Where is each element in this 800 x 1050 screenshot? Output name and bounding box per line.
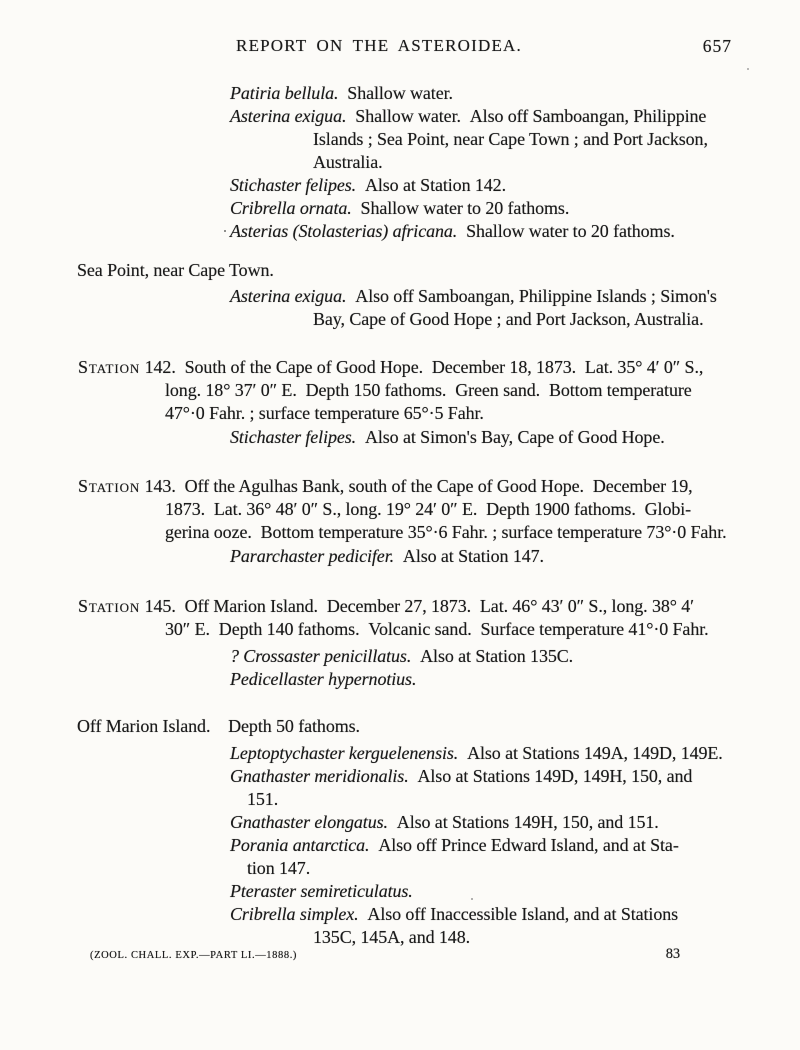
- species-name: Pararchaster pedicifer.: [230, 546, 395, 566]
- species-entry-line: [0, 285, 800, 308]
- species-entry-line: [0, 105, 800, 128]
- species-name: Stichaster felipes.: [230, 427, 357, 447]
- line-text: Shallow water.: [338, 83, 453, 103]
- line-text: Also at Station 135C.: [411, 646, 574, 666]
- line-text: Also at Simon's Bay, Cape of Good Hope.: [356, 427, 665, 447]
- line-text: 47°·0 Fahr. ; surface temperature 65°·5 Fahr.: [165, 403, 484, 423]
- line-text: Shallow water. Also off Samboangan, Philippine: [346, 106, 707, 126]
- line-text: Also off Prince Edward Island, and at Sta-: [369, 835, 679, 855]
- station-paragraph-line: [0, 618, 800, 641]
- line-text: 151.: [247, 789, 279, 809]
- scan-speck: [471, 898, 473, 900]
- species-entry-line: [0, 668, 800, 691]
- line-text: Bay, Cape of Good Hope ; and Port Jackson, Australia.: [313, 309, 704, 329]
- continuation-line: [0, 151, 800, 174]
- line-text: Sea Point, near Cape Town.: [77, 260, 274, 280]
- page-title: REPORT ON THE ASTEROIDEA.: [236, 36, 522, 55]
- continuation-line: [0, 788, 800, 811]
- off-marion-island-section: [0, 715, 800, 949]
- station-145-section: [0, 595, 800, 691]
- line-text: Also at Station 142.: [356, 175, 506, 195]
- species-name: Stichaster felipes.: [230, 175, 357, 195]
- signature-number: 83: [665, 946, 680, 962]
- species-entry-line: [0, 426, 800, 449]
- line-text: Also off Samboangan, Philippine Islands ; Simon's: [346, 286, 717, 306]
- line-text: Shallow water to 20 fathoms.: [457, 221, 675, 241]
- scan-speck: [224, 230, 226, 232]
- station-paragraph-line: [0, 402, 800, 425]
- line-text: 145. Off Marion Island. December 27, 1873. Lat. 46° 43′ 0″ S., long. 38° 4′: [140, 596, 694, 616]
- line-text: Islands ; Sea Point, near Cape Town ; and Port Jackson,: [313, 129, 708, 149]
- species-name: Asterina exigua.: [230, 106, 347, 126]
- line-text: 143. Off the Agulhas Bank, south of the Cape of Good Hope. December 19,: [140, 476, 693, 496]
- species-name: Porania antarctica.: [230, 835, 370, 855]
- line-text: 30″ E. Depth 140 fathoms. Volcanic sand. Surface temperature 41°·0 Fahr.: [165, 619, 709, 639]
- publication-imprint: (ZOOL. CHALL. EXP.—PART LI.—1888.): [90, 950, 298, 961]
- line-text: 1873. Lat. 36° 48′ 0″ S., long. 19° 24′ 0″ E. Depth 1900 fathoms. Globi-: [165, 499, 692, 519]
- station-label: Station: [78, 596, 141, 616]
- species-entry-line: [0, 197, 800, 220]
- station-label: Station: [78, 476, 141, 496]
- line-text: gerina ooze. Bottom temperature 35°·6 Fahr. ; surface temperature 73°·0 Fahr.: [165, 522, 727, 542]
- line-text: Also at Stations 149A, 149D, 149E.: [458, 743, 723, 763]
- species-entry-line: [0, 834, 800, 857]
- sea-point-section: [0, 259, 800, 331]
- species-name: Asterina exigua.: [230, 286, 347, 306]
- species-entry-line: [0, 742, 800, 765]
- species-entry-line: [0, 220, 800, 243]
- species-name: Patiria bellula.: [230, 83, 339, 103]
- species-name: Pedicellaster hypernotius.: [230, 669, 417, 689]
- species-name: Asterias (Stolasterias) africana.: [230, 221, 458, 241]
- line-text: Off Marion Island. Depth 50 fathoms.: [77, 716, 360, 736]
- continuation-line: [0, 308, 800, 331]
- station-paragraph-line: [0, 379, 800, 402]
- species-entry-line: [0, 545, 800, 568]
- line-text: 135C, 145A, and 148.: [313, 927, 470, 947]
- species-entry-line: [0, 645, 800, 668]
- species-entry-line: [0, 811, 800, 834]
- continuation-line: [0, 857, 800, 880]
- species-name: Gnathaster meridionalis.: [230, 766, 409, 786]
- page-number: 657: [702, 36, 732, 56]
- species-entry-line: [0, 174, 800, 197]
- species-name: ? Crossaster penicillatus.: [230, 646, 412, 666]
- running-header: [0, 36, 800, 56]
- line-text: Shallow water to 20 fathoms.: [351, 198, 570, 218]
- species-entry-line: [0, 880, 800, 903]
- station-142-section: [0, 356, 800, 449]
- species-name: Cribrella simplex.: [230, 904, 359, 924]
- line-text: Also off Inaccessible Island, and at Stations: [358, 904, 679, 924]
- station-paragraph-line: [0, 595, 800, 618]
- species-entry-line: [0, 82, 800, 105]
- species-name: Leptoptychaster kerguelenensis.: [230, 743, 459, 763]
- species-name: Gnathaster elongatus.: [230, 812, 388, 832]
- line-text: Also at Stations 149D, 149H, 150, and: [408, 766, 693, 786]
- line-text: long. 18° 37′ 0″ E. Depth 150 fathoms. Green sand. Bottom temperature: [165, 380, 692, 400]
- station-label: Station: [78, 357, 141, 377]
- station-paragraph-line: [0, 356, 800, 379]
- line-text: Australia.: [313, 152, 383, 172]
- species-name: Cribrella ornata.: [230, 198, 352, 218]
- shallow-water-species-list: [0, 82, 800, 243]
- station-paragraph-line: [0, 498, 800, 521]
- document-body: [0, 82, 800, 949]
- section-heading: [0, 715, 800, 738]
- species-entry-line: [0, 765, 800, 788]
- line-text: Also at Station 147.: [394, 546, 544, 566]
- line-text: 142. South of the Cape of Good Hope. December 18, 1873. Lat. 35° 4′ 0″ S.,: [140, 357, 704, 377]
- scan-speck: [747, 68, 749, 70]
- station-paragraph-line: [0, 521, 800, 544]
- line-text: Also at Stations 149H, 150, and 151.: [387, 812, 659, 832]
- species-entry-line: [0, 903, 800, 926]
- section-heading: [0, 259, 800, 282]
- line-text: tion 147.: [247, 858, 311, 878]
- station-paragraph-line: [0, 475, 800, 498]
- species-name: Pteraster semireticulatus.: [230, 881, 413, 901]
- continuation-line: [0, 128, 800, 151]
- station-143-section: [0, 475, 800, 568]
